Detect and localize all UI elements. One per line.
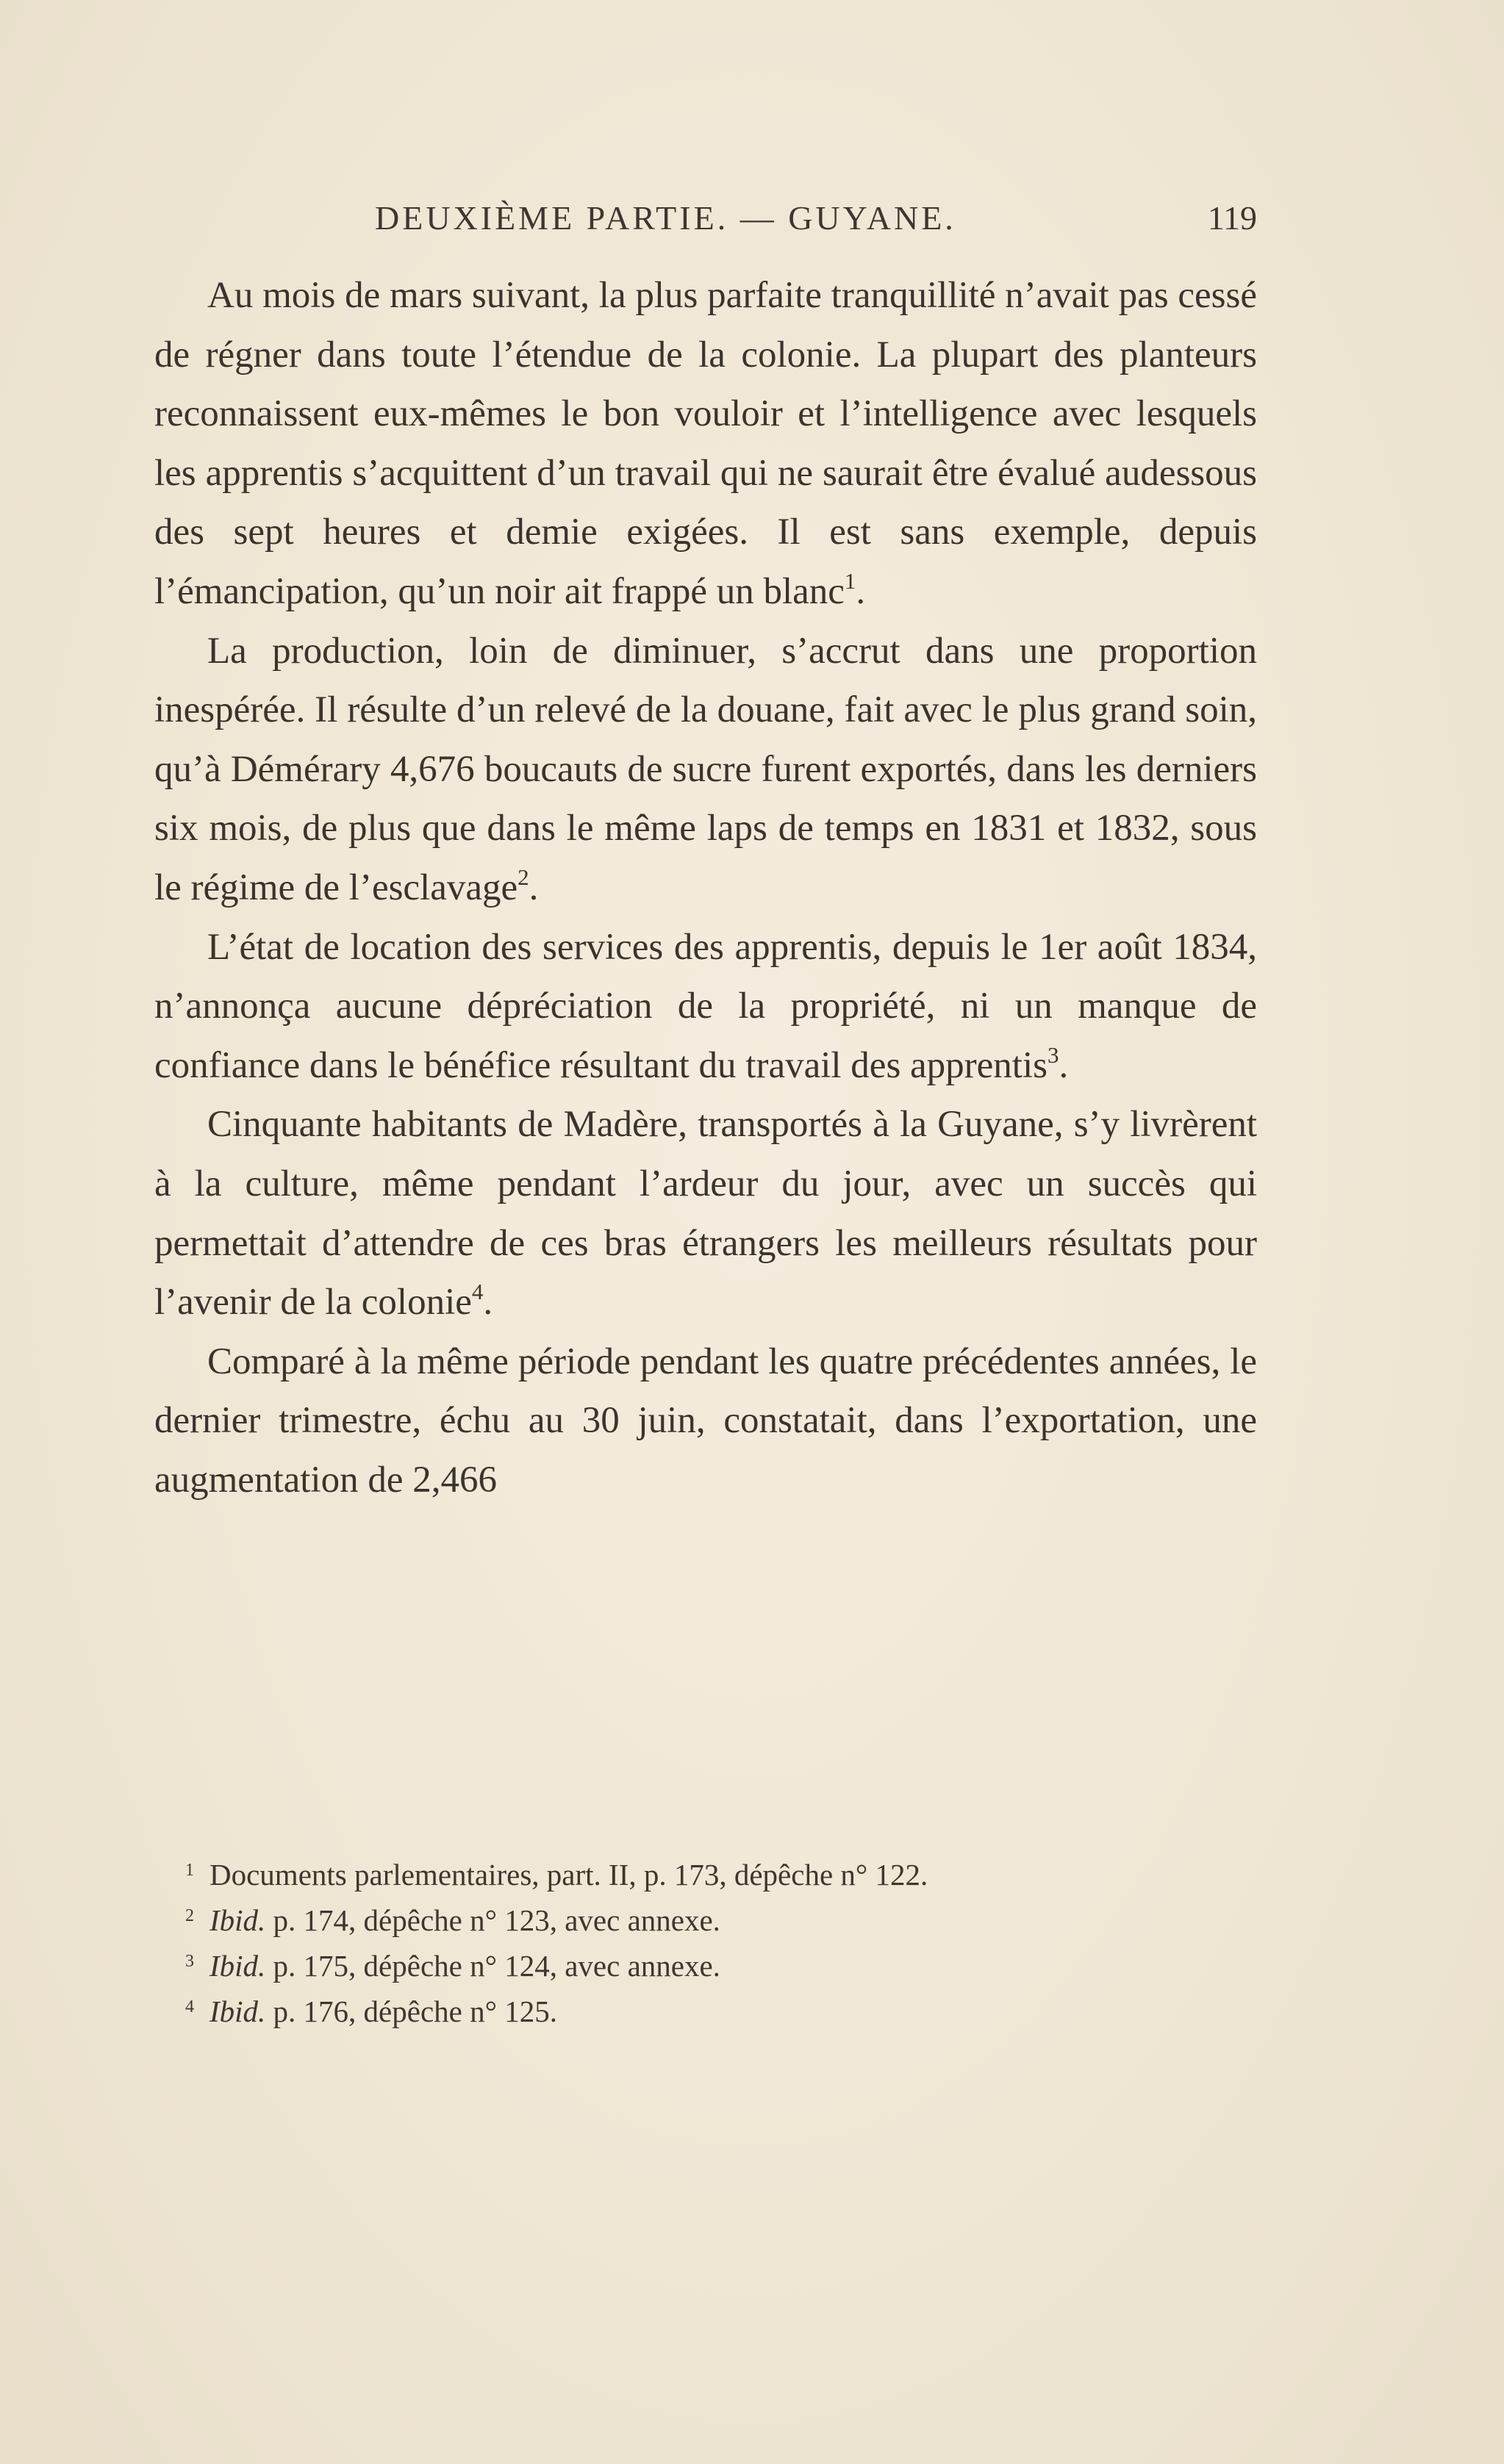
footnote-ref: 2: [518, 863, 529, 890]
body-text: [154, 266, 1257, 1509]
running-head: [154, 193, 1257, 251]
running-title: DEUXIÈME PARTIE. — GUYANE.: [375, 199, 956, 237]
footnote-text: p. 174, dépêche n° 123, avec annexe.: [265, 1903, 720, 1937]
paragraph: [154, 1332, 1257, 1510]
paragraph-text: Au mois de mars suivant, la plus parfaite tranquillité n’avait pas cessé de régner dans toute l’étendue de la colonie. La plupart des planteurs reconnaissent eux-mêmes le bon vouloir et l’intelligence avec lesquels les apprentis s’acquittent d’un travail qui ne saurait être évalué audessous des sept heures et demie exigées. Il est sans exemple, depuis l’émancipation, qu’un noir ait frappé un blanc: [154, 275, 1257, 612]
footnote: [154, 1852, 1257, 1897]
footnote-ibid: Ibid.: [210, 1949, 266, 1983]
paragraph-text: Comparé à la même période pendant les quatre précédentes années, le dernier trimestre, échu au 30 juin, constatait, dans l’exportation, une augmentation de 2,466: [154, 1340, 1257, 1501]
paragraph: La production, loin de diminuer, s’accrut dans une proportion inespérée. Il résulte d’un relevé de la douane, fait avec le plus grand soin, qu’à Démérary 4,676 boucauts de sucre furent exportés, dans les derniers six mois, de plus que dans le même laps de temps en 1831 et 1832, sous le régime de l’esclavage$^2$.: [154, 630, 1257, 908]
paragraph: L’état de location des services des apprentis, depuis le 1er août 1834, n’annonça aucune dépréciation de la propriété, ni un manque de confiance dans le bénéfice résultant du travail des apprentis$^3$.: [154, 926, 1257, 1086]
footnotes: [154, 1852, 1257, 2034]
paragraph-text: La production, loin de diminuer, s’accrut dans une proportion inespérée. Il résulte d’un relevé de la douane, fait avec le plus grand soin, qu’à Démérary 4,676 boucauts de sucre furent exportés, dans les derniers six mois, de plus que dans le même laps de temps en 1831 et 1832, sous le régime de l’esclavage: [154, 630, 1257, 908]
footnote-ibid: Ibid.: [210, 1994, 266, 2028]
footnote-number: 2: [185, 1906, 194, 1925]
footnote-ref: 1: [844, 567, 856, 594]
footnote-text: p. 175, dépêche n° 124, avec annexe.: [265, 1949, 720, 1983]
footnote: [154, 1943, 1257, 1989]
footnote: [154, 1989, 1257, 2034]
footnote-number: 4: [185, 1997, 194, 2016]
footnote-number: 3: [185, 1952, 194, 1971]
paragraph: Cinquante habitants de Madère, transportés à la Guyane, s’y livrèrent à la culture, même pendant l’ardeur du jour, avec un succès qui permettait d’attendre de ces bras étrangers les meilleurs résultats pour l’avenir de la colonie$^4$.: [154, 1104, 1257, 1323]
paragraph-text: Cinquante habitants de Madère, transportés à la Guyane, s’y livrèrent à la culture, même pendant l’ardeur du jour, avec un succès qui permettait d’attendre de ces bras étrangers les meilleurs résultats pour l’avenir de la colonie: [154, 1104, 1257, 1323]
footnote-ref: 3: [1048, 1041, 1059, 1068]
page-number: 119: [1207, 199, 1257, 237]
paragraph: Au mois de mars suivant, la plus parfaite tranquillité n’avait pas cessé de régner dans toute l’étendue de la colonie. La plupart des planteurs reconnaissent eux-mêmes le bon vouloir et l’intelligence avec lesquels les apprentis s’acquittent d’un travail qui ne saurait être évalué audessous des sept heures et demie exigées. Il est sans exemple, depuis l’émancipation, qu’un noir ait frappé un blanc$^1$.: [154, 275, 1257, 612]
footnote-text: Documents parlementaires, part. II, p. 173, dépêche n° 122.: [210, 1858, 928, 1892]
footnote-text: p. 176, dépêche n° 125.: [265, 1994, 557, 2028]
footnote: [154, 1897, 1257, 1943]
paragraph-text: L’état de location des services des apprentis, depuis le 1er août 1834, n’annonça aucune dépréciation de la propriété, ni un manque de confiance dans le bénéfice résultant du travail des apprentis: [154, 926, 1257, 1086]
footnote-number: 1: [185, 1861, 194, 1880]
footnote-ibid: Ibid.: [210, 1903, 266, 1937]
footnote-ref: 4: [471, 1279, 484, 1305]
